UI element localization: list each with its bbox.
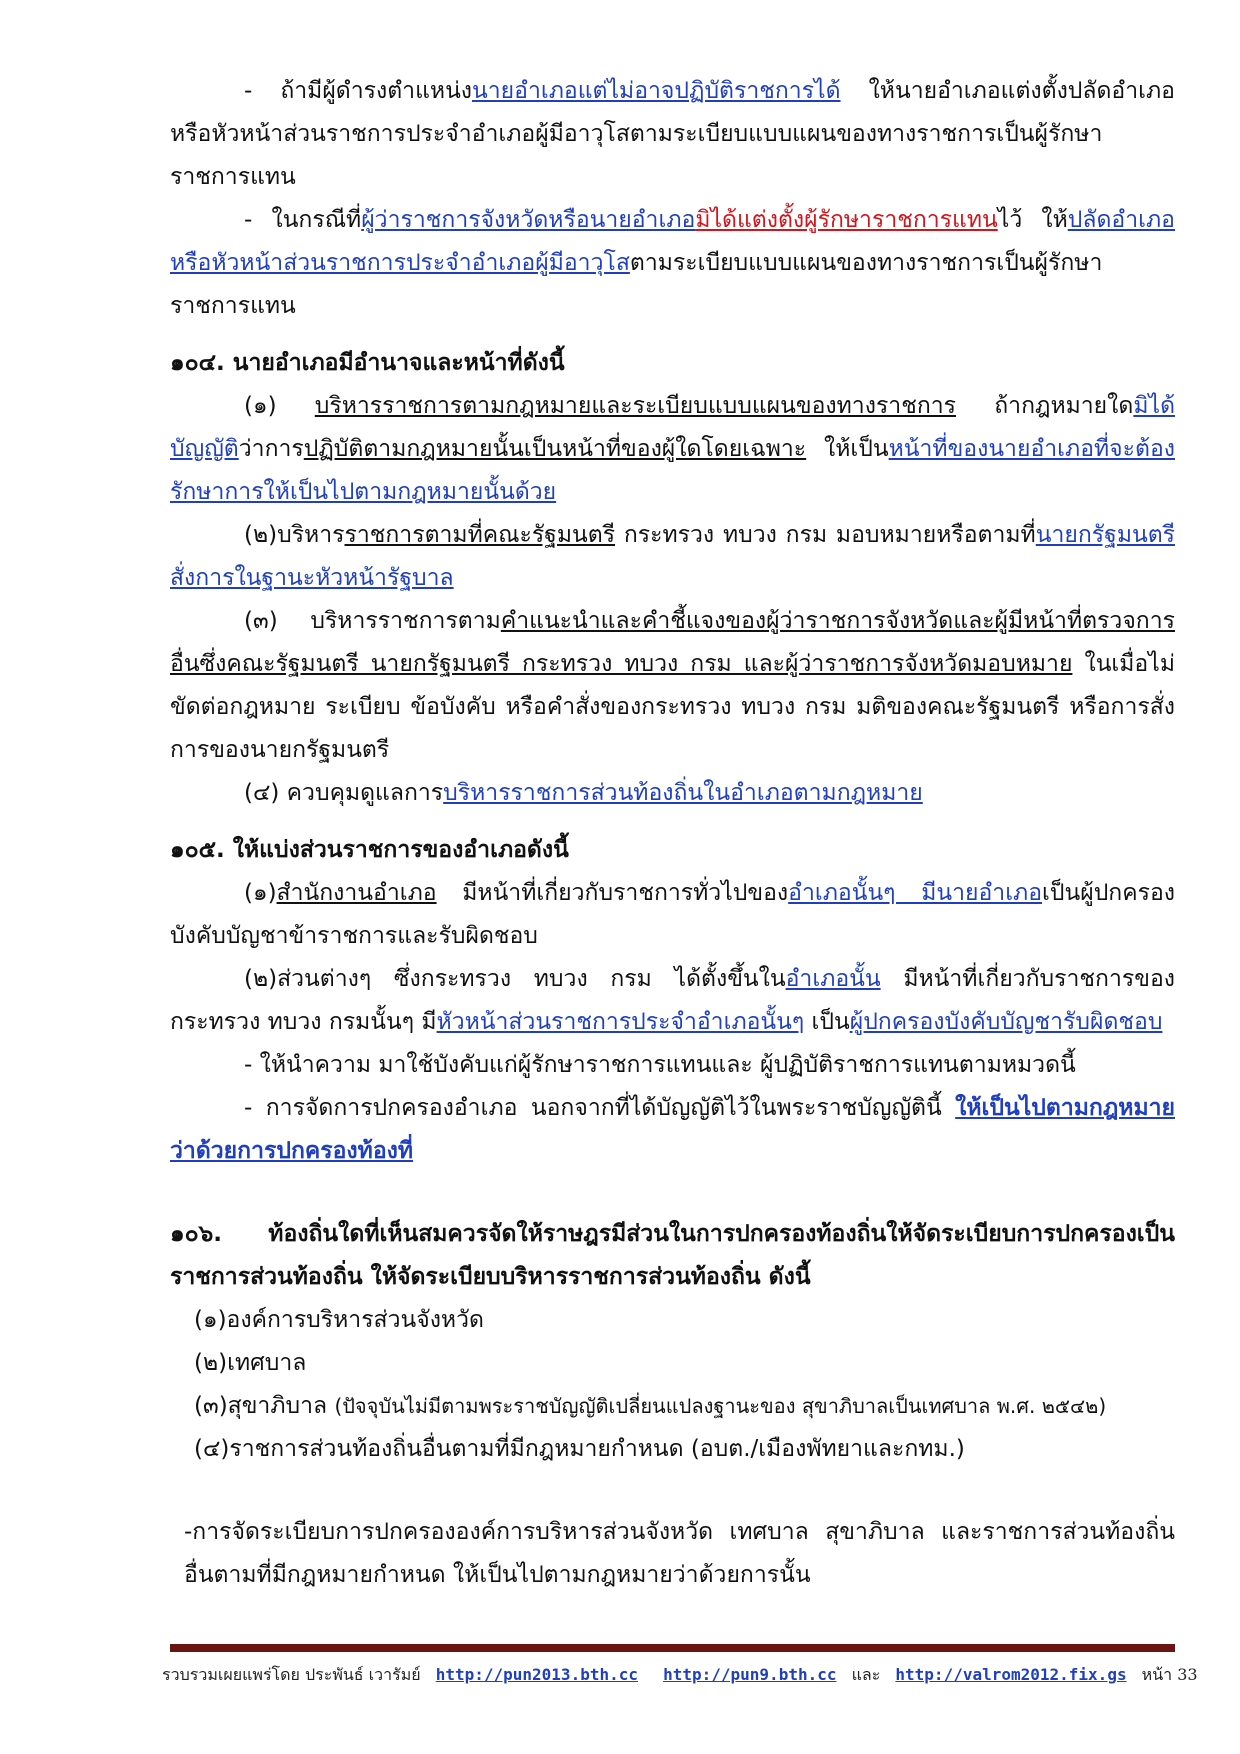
footer-link-pun2013[interactable]: http://pun2013.bth.cc (435, 1665, 638, 1684)
link-not-appointed[interactable]: มิได้แต่งตั้งผู้รักษาราชการแทน (695, 207, 998, 233)
link-chief-duty[interactable]: หน้าที่ของนายอำเภอที่จะต้องรักษาการให้เป็นไปตามกฎหมายนั้นด้วย (170, 436, 1175, 505)
link-prime-minister-order[interactable]: นายกรัฐมนตรีสั่งการในฐานะหัวหน้ารัฐบาล (170, 522, 1175, 591)
section-105-item-2: (๒)ส่วนต่างๆ ซึ่งกระทรวง ทบวง กรม ได้ตั้งขึ้นในอำเภอนั้น มีหน้าที่เกี่ยวกับราชการของกระทรวง ทบวง กรมนั้นๆ มีหัวหน้าส่วนราชการประจำอำเภอนั้นๆ เป็นผู้ปกครองบังคับบัญชารับผิดชอบ (170, 966, 1175, 1035)
footer-link-valrom2012[interactable]: http://valrom2012.fix.gs (895, 1665, 1127, 1684)
link-governor-or-chief[interactable]: ผู้ว่าราชการจังหวัดหรือนายอำเภอ (361, 207, 696, 233)
page-footer: รวบรวมเผยแพร่โดย ประพันธ์ เวารัมย์ http://pun2013.bth.cc http://pun9.bth.cc และ http://valrom2012.fix.gs หน้า 33 (162, 1665, 1198, 1684)
footer-link-pun9[interactable]: http://pun9.bth.cc (663, 1665, 837, 1684)
link-district-chief[interactable]: อำเภอนั้นๆ มีนายอำเภอ (788, 880, 1043, 906)
closing-paragraph: -การจัดระเบียบการปกครององค์การบริหารส่วนจังหวัด เทศบาล สุขาภิบาล และราชการส่วนท้องถิ่นอื่นตามที่มีกฎหมายกำหนด ให้เป็นไปตามกฎหมายว่าด้วยการนั้น (184, 1519, 1175, 1588)
section-105-item-1: (๑)สำนักงานอำเภอ มีหน้าที่เกี่ยวกับราชการทั่วไปของอำเภอนั้นๆ มีนายอำเภอเป็นผู้ปกครองบังคับบัญชาข้าราชการและรับผิดชอบ (170, 880, 1175, 949)
link-local-government-law[interactable]: ให้เป็นไปตามกฎหมายว่าด้วยการปกครองท้องที่ (170, 1095, 1175, 1164)
document-page (170, 70, 1175, 1597)
link-commander-responsible[interactable]: ผู้ปกครองบังคับบัญชารับผิดชอบ (849, 1009, 1163, 1035)
section-104-item-2: (๒)บริหารราชการตามที่คณะรัฐมนตรี กระทรวง ทบวง กรม มอบหมายหรือตามที่นายกรัฐมนตรีสั่งการในฐานะหัวหน้ารัฐบาล (170, 522, 1175, 591)
link-head-of-unit[interactable]: หัวหน้าส่วนราชการประจำอำเภอนั้นๆ (436, 1009, 805, 1035)
section-104-item-4: (๔) ควบคุมดูแลการบริหารราชการส่วนท้องถิ่นในอำเภอตามกฎหมาย (244, 780, 923, 806)
section-106-item-2: (๒)เทศบาล (194, 1350, 307, 1376)
link-local-administration[interactable]: บริหารราชการส่วนท้องถิ่นในอำเภอตามกฎหมาย (443, 780, 923, 806)
paragraph-no-acting-official: - ในกรณีที่ผู้ว่าราชการจังหวัดหรือนายอำเภอมิได้แต่งตั้งผู้รักษาราชการแทนไว้ ให้ปลัดอำเภอหรือหัวหน้าส่วนราชการประจำอำเภอผู้มีอาวุโสตามระเบียบแบบแผนของทางราชการเป็นผู้รักษาราชการแทน (170, 207, 1175, 319)
section-105-note-1: - ให้นำความ มาใช้บังคับแก่ผู้รักษาราชการแทนและ ผู้ปฏิบัติราชการแทนตามหมวดนี้ (244, 1052, 1076, 1078)
section-104-item-1: (๑) บริหารราชการตามกฎหมายและระเบียบแบบแผนของทางราชการ ถ้ากฎหมายใดมิได้บัญญัติว่าการปฏิบัติตามกฎหมายนั้นเป็นหน้าที่ของผู้ใดโดยเฉพาะ ให้เป็นหน้าที่ของนายอำเภอที่จะต้องรักษาการให้เป็นไปตามกฎหมายนั้นด้วย (170, 393, 1176, 505)
link-that-district[interactable]: อำเภอนั้น (785, 966, 881, 992)
section-106-item-3: (๓)สุขาภิบาล (ปัจจุบันไม่มีตามพระราชบัญญัติเปลี่ยนแปลงฐานะของ สุขาภิบาลเป็นเทศบาล พ.ศ. ๒๕๔๒) (194, 1393, 1107, 1419)
heading-section-105: ๑๐๕. ให้แบ่งส่วนราชการของอำเภอดังนี้ (170, 837, 569, 863)
section-106-item-1: (๑)องค์การบริหารส่วนจังหวัด (194, 1307, 484, 1333)
section-105-note-2: - การจัดการปกครองอำเภอ นอกจากที่ได้บัญญัติไว้ในพระราชบัญญัตินี้ ให้เป็นไปตามกฎหมายว่าด้วยการปกครองท้องที่ (170, 1095, 1175, 1164)
page-number: หน้า 33 (1141, 1665, 1198, 1684)
link-not-provided[interactable]: มิได้บัญญัติ (170, 393, 1176, 462)
section-106-item-4: (๔)ราชการส่วนท้องถิ่นอื่นตามที่มีกฎหมายกำหนด (อบต./เมืองพัทยาและกทม.) (194, 1436, 965, 1462)
link-district-chief-unable[interactable]: นายอำเภอแต่ไม่อาจปฏิบัติราชการได้ (472, 78, 841, 104)
footer-divider (170, 1644, 1175, 1652)
paragraph-acting-official: - ถ้ามีผู้ดำรงตำแหน่งนายอำเภอแต่ไม่อาจปฏิบัติราชการได้ ให้นายอำเภอแต่งตั้งปลัดอำเภอ หรือหัวหน้าส่วนราชการประจำอำเภอผู้มีอาวุโสตามระเบียบแบบแผนของทางราชการเป็นผู้รักษาราชการแทน (170, 78, 1175, 190)
heading-section-104: ๑๐๔. นายอำเภอมีอำนาจและหน้าที่ดังนี้ (170, 350, 565, 376)
section-104-item-3: (๓) บริหารราชการตามคำแนะนำและคำชี้แจงของผู้ว่าราชการจังหวัดและผู้มีหน้าที่ตรวจการอื่นซึ่งคณะรัฐมนตรี นายกรัฐมนตรี กระทรวง ทบวง กรม และผู้ว่าราชการจังหวัดมอบหมาย ในเมื่อไม่ขัดต่อกฎหมาย ระเบียบ ข้อบังคับ หรือคำสั่งของกระทรวง ทบวง กรม มติของคณะรัฐมนตรี หรือการสั่งการของนายกรัฐมนตรี (170, 608, 1175, 763)
link-deputy-or-senior-head[interactable]: ปลัดอำเภอหรือหัวหน้าส่วนราชการประจำอำเภอผู้มีอาวุโส (170, 207, 1175, 276)
heading-section-106: ๑๐๖. ท้องถิ่นใดที่เห็นสมควรจัดให้ราษฎรมีส่วนในการปกครองท้องถิ่นให้จัดระเบียบการปกครองเป็นราชการส่วนท้องถิ่น ให้จัดระเบียบบริหารราชการส่วนท้องถิ่น ดังนี้ (170, 1221, 1175, 1290)
